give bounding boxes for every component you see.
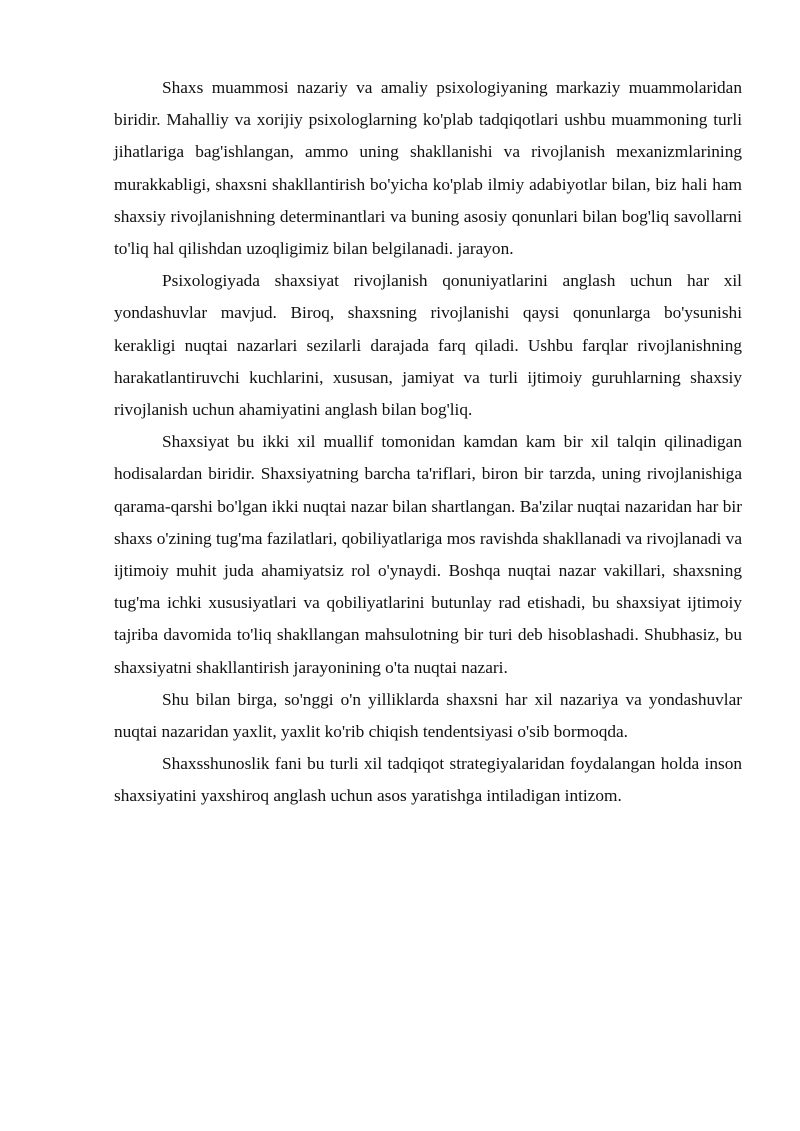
paragraph-3: Shaxsiyat bu ikki xil muallif tomonidan kamdan kam bir xil talqin qilinadigan hodisalardan biridir. Shaxsiyatning barcha ta'riflari, biron bir tarzda, uning rivojlanishiga qarama-qarshi bo'lgan ikki nuqtai nazar bilan shartlangan. Ba'zilar nuqtai nazaridan har bir shaxs o'zining tug'ma fazilatlari, qobiliyatlariga mos ravishda shakllanadi va rivojlanadi va ijtimoiy muhit juda ahamiyatsiz rol o'ynaydi. Boshqa nuqtai nazar vakillari, shaxsning tug'ma ichki xususiyatlari va qobiliyatlarini butunlay rad etishadi, bu shaxsiyat ijtimoiy tajriba davomida to'liq shakllangan mahsulotning bir turi deb hisoblashadi. Shubhasiz, bu shaxsiyatni shakllantirish jarayonining o'ta nuqtai nazari. [114, 432, 742, 677]
document-body [114, 72, 742, 813]
paragraph-4: Shu bilan birga, so'nggi o'n yilliklarda shaxsni har xil nazariya va yondashuvlar nuqtai nazaridan yaxlit, yaxlit ko'rib chiqish tendentsiyasi o'sib bormoqda. [114, 689, 742, 742]
paragraph-2: Psixologiyada shaxsiyat rivojlanish qonuniyatlarini anglash uchun har xil yondashuvlar mavjud. Biroq, shaxsning rivojlanishi qaysi qonunlarga bo'ysunishi kerakligi nuqtai nazarlari sezilarli darajada farq qiladi. Ushbu farqlar rivojlanishning harakatlantiruvchi kuchlarini, xususan, jamiyat va turli ijtimoiy guruhlarning shaxsiy rivojlanish uchun ahamiyatini anglash bilan bog'liq. [114, 271, 742, 420]
paragraph-1: Shaxs muammosi nazariy va amaliy psixologiyaning markaziy muammolaridan biridir. Mahalliy va xorijiy psixologlarning ko'plab tadqiqotlari ushbu muammoning turli jihatlariga bag'ishlangan, ammo uning shakllanishi va rivojlanish mexanizmlarining murakkabligi, shaxsni shakllantirish bo'yicha ko'plab ilmiy adabiyotlar bilan, biz hali ham shaxsiy rivojlanishning determinantlari va buning asosiy qonunlari bilan bog'liq savollarni to'liq hal qilishdan uzoqligimiz bilan belgilanadi. jarayon. [114, 78, 742, 259]
paragraph-5: Shaxsshunoslik fani bu turli xil tadqiqot strategiyalaridan foydalangan holda inson shaxsiyatini yaxshiroq anglash uchun asos yaratishga intiladigan intizom. [114, 754, 742, 806]
